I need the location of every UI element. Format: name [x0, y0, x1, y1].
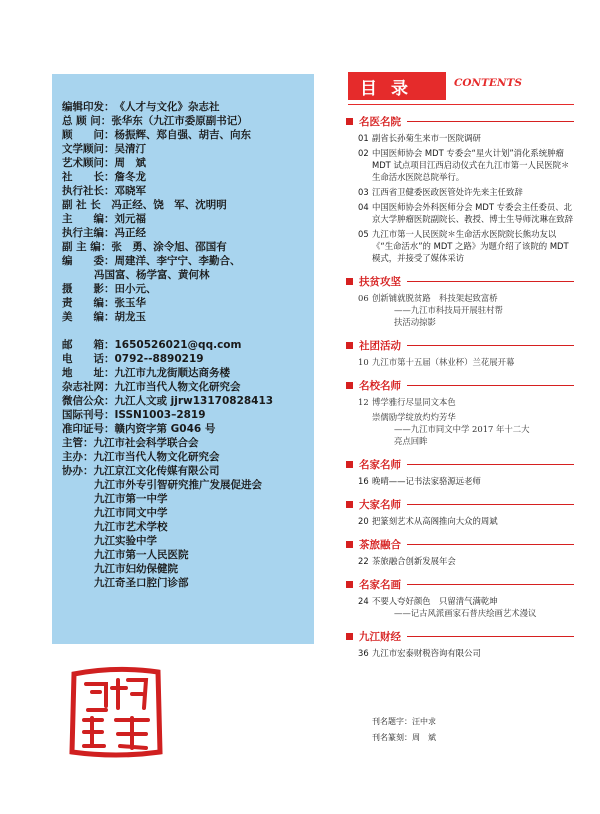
section-rule: [407, 504, 574, 505]
toc-section: [346, 577, 574, 619]
masthead: [62, 100, 312, 590]
toc-section: [346, 497, 574, 527]
masthead-value: 九江市当代人物文化研究会: [93, 451, 220, 463]
toc-section: [346, 274, 574, 328]
masthead-value: 九江市外专引智研究推广发展促进会: [94, 479, 262, 491]
masthead-value: 九江市社会科学联合会: [93, 437, 199, 449]
section-heading-text: 茶旅融合: [359, 539, 401, 551]
entry-title: 中国医师协会外科医师分会 MDT 专委会主任委员、北京大学肿瘤医院副院长、教授、博士生导师沈琳在致辞: [372, 202, 573, 224]
entry-page-number: 02: [358, 148, 369, 158]
masthead-value: 0792--8890219: [114, 353, 204, 365]
entry-subtitle: ——记古风派画家石普庆绘画艺术漫议: [394, 608, 537, 618]
toc-entry[interactable]: [346, 356, 574, 368]
masthead-value: 九江市艺术学校: [94, 521, 168, 533]
entry-title: 九江市第十五届（林业杯）兰花展开幕: [372, 357, 515, 367]
masthead-value: 张玉华: [114, 297, 146, 309]
square-bullet-icon: [346, 118, 353, 125]
toc-section: [346, 378, 574, 447]
toc-sections: [346, 114, 574, 659]
entry-title: 茶旅融合创新发展年会: [372, 556, 456, 566]
masthead-value: 吴清汀: [114, 143, 146, 155]
staff-row: [62, 296, 312, 310]
entry-title: 副省长孙菊生来市一医院调研: [372, 133, 481, 143]
section-heading: [346, 577, 574, 592]
toc-section: [346, 537, 574, 567]
masthead-value: 1650526021@qq.com: [114, 339, 242, 351]
entry-title: 晚晴——记书法家骆源远老师: [372, 476, 481, 486]
square-bullet-icon: [346, 541, 353, 548]
square-bullet-icon: [346, 461, 353, 468]
staff-row: [62, 170, 312, 184]
section-rule: [407, 281, 574, 282]
masthead-value: 九江市妇幼保健院: [94, 563, 178, 575]
masthead-label: 微信公众：: [62, 395, 115, 407]
entry-page-number: 03: [358, 187, 369, 197]
masthead-value: 张 勇、涂令旭、邵国有: [111, 241, 227, 253]
section-rule: [407, 544, 574, 545]
entry-title: 九江市宏泰财税咨询有限公司: [372, 648, 481, 658]
entry-page-number: 04: [358, 202, 369, 212]
entry-subtitle: 亮点回眸: [394, 436, 428, 446]
masthead-value: 冯正经: [114, 227, 146, 239]
toc-entry[interactable]: [346, 292, 574, 304]
masthead-label: 副 主 编：: [62, 241, 112, 253]
staff-row: [62, 268, 312, 282]
entry-title: 中国医师协会 MDT 专委会“星火计划”消化系统肿瘤 MDT 试点项目江西启动仪式在九江市第一人民医院＊生命活水医院总院举行。: [372, 148, 570, 182]
entry-page-number: 01: [358, 133, 369, 143]
masthead-value: 张华东（九江市委原副书记）: [111, 115, 248, 127]
sponsor-row: [62, 436, 312, 450]
masthead-value: 刘元福: [114, 213, 146, 225]
contact-row: [62, 366, 312, 380]
section-heading-text: 名家名师: [359, 459, 401, 471]
masthead-value: 九江京江文化传媒有限公司: [93, 465, 220, 477]
masthead-value: 周建洋、李宁宁、李勤合、: [114, 255, 241, 267]
toc-section: [346, 457, 574, 487]
credit-calligraphy: 刊名题字：汪中求: [372, 717, 436, 726]
contact-row: [62, 394, 312, 408]
masthead-label: 协办：: [62, 465, 94, 477]
toc-entry[interactable]: [346, 475, 574, 487]
section-heading: [346, 114, 574, 129]
entry-page-number: 22: [358, 556, 369, 566]
masthead-label: 邮 箱：: [62, 339, 115, 351]
toc-entry[interactable]: [346, 147, 574, 183]
section-rule: [407, 636, 574, 637]
co-organizer-row: [62, 520, 312, 534]
staff-row: [62, 184, 312, 198]
credit-seal: 刊名篆刻：周 斌: [372, 733, 436, 742]
staff-row: [62, 100, 312, 114]
toc-entry[interactable]: [346, 132, 574, 144]
masthead-value: 冯国富、杨学富、黄何林: [94, 269, 210, 281]
section-heading-text: 名家名画: [359, 579, 401, 591]
masthead-value: 九江奇圣口腔门诊部: [94, 577, 189, 589]
toc-title-en: CONTENTS: [454, 77, 522, 89]
contact-row: [62, 352, 312, 366]
staff-row: [62, 240, 312, 254]
masthead-label: 编辑印发：: [62, 101, 115, 113]
section-rule: [407, 345, 574, 346]
entry-page-number: [358, 411, 372, 423]
section-rule: [407, 121, 574, 122]
masthead-label: 主办：: [62, 451, 94, 463]
masthead-label: 文学顾问：: [62, 143, 115, 155]
masthead-value: 胡龙玉: [114, 311, 146, 323]
masthead-label: 杂志社网：: [62, 381, 115, 393]
section-heading: [346, 457, 574, 472]
entry-subtitle: ——九江市科技局开展驻村帮: [394, 305, 503, 315]
square-bullet-icon: [346, 633, 353, 640]
masthead-value: 九江人文或 jjrw13170828413: [114, 395, 274, 407]
masthead-label: 摄 影：: [62, 283, 115, 295]
masthead-label: 执行主编：: [62, 227, 115, 239]
entry-page-number: 36: [358, 648, 369, 658]
masthead-label: 总 顾 问：: [62, 115, 112, 127]
section-heading-text: 九江财经: [359, 631, 401, 643]
masthead-value: 九江市当代人物文化研究会: [114, 381, 241, 393]
masthead-value: 田小元、: [114, 283, 157, 295]
sponsor-row: [62, 450, 312, 464]
masthead-value: 九江市第一人民医院: [94, 549, 189, 561]
entry-title: 把篆刻艺术从高阁推向大众的周斌: [372, 516, 498, 526]
entry-page-number: 16: [358, 476, 369, 486]
toc-entry[interactable]: [346, 396, 574, 408]
masthead-value: 九江市第一中学: [94, 493, 168, 505]
entry-subtitle: 扶活动掠影: [394, 317, 436, 327]
toc-entry[interactable]: [346, 411, 574, 423]
toc-section: [346, 114, 574, 264]
square-bullet-icon: [346, 382, 353, 389]
co-organizer-row: [62, 506, 312, 520]
masthead-label: 社 长：: [62, 171, 115, 183]
staff-row: [62, 282, 312, 296]
section-rule: [407, 385, 574, 386]
entry-title: 不要人夸好颜色 只留清气满乾坤: [372, 596, 498, 606]
section-heading: [346, 497, 574, 512]
entry-page-number: 24: [358, 596, 369, 606]
section-heading-text: 社团活动: [359, 340, 401, 352]
masthead-value: 詹冬龙: [114, 171, 146, 183]
toc-title: 目录: [360, 79, 422, 99]
masthead-value: 冯正经、饶 军、沈明明: [111, 199, 227, 211]
entry-page-number: 10: [358, 357, 369, 367]
entry-title: 博学雅行尽显同文本色: [372, 397, 456, 407]
entry-page-number: 12: [358, 397, 369, 407]
toc-section: [346, 629, 574, 659]
toc-entry[interactable]: [346, 515, 574, 527]
masthead-value: 九江实验中学: [94, 535, 157, 547]
entry-subtitle: ——九江市同文中学 2017 年十二大: [394, 424, 530, 434]
entry-page-number: 20: [358, 516, 369, 526]
seal-stamp: [66, 662, 166, 762]
toc-header: [346, 66, 574, 104]
credits: [372, 714, 436, 746]
co-organizer-row: [62, 534, 312, 548]
masthead-value: 周 斌: [114, 157, 146, 169]
toc-entry[interactable]: [346, 186, 574, 198]
sponsor-row: [62, 464, 312, 478]
section-rule: [407, 584, 574, 585]
masthead-label: 责 编：: [62, 297, 115, 309]
contact-row: [62, 380, 312, 394]
staff-row: [62, 254, 312, 268]
toc-entry[interactable]: [346, 595, 574, 607]
masthead-value: 杨振辉、郑自强、胡吉、向东: [114, 129, 251, 141]
section-heading: [346, 338, 574, 353]
toc-entry[interactable]: [346, 647, 574, 659]
entry-title: 崇儒励学绽放灼灼芳华: [372, 412, 456, 422]
staff-row: [62, 114, 312, 128]
entry-title: 九江市第一人民医院＊生命活水医院院长熊功友以《“生命活水”的 MDT 之路》为题介绍了该院的 MDT 模式，并接受了媒体采访: [372, 229, 569, 263]
spacer: [62, 324, 312, 338]
square-bullet-icon: [346, 501, 353, 508]
masthead-label: 电 话：: [62, 353, 115, 365]
entry-page-number: 06: [358, 293, 369, 303]
section-heading-text: 扶贫攻坚: [359, 276, 401, 288]
section-rule: [407, 464, 574, 465]
masthead-label: 编 委：: [62, 255, 115, 267]
entry-page-number: 05: [358, 229, 369, 239]
masthead-label: 主管：: [62, 437, 94, 449]
masthead-label: 美 编：: [62, 311, 115, 323]
contact-row: [62, 422, 312, 436]
masthead-value: 九江市同文中学: [94, 507, 168, 519]
masthead-value: 《人才与文化》杂志社: [114, 101, 220, 113]
masthead-label: 执行社长：: [62, 185, 115, 197]
staff-row: [62, 310, 312, 324]
masthead-value: 赣内资字第 G046 号: [114, 423, 216, 435]
staff-row: [62, 212, 312, 226]
co-organizer-row: [62, 478, 312, 492]
toc-entry[interactable]: [346, 228, 574, 264]
co-organizer-row: [62, 492, 312, 506]
toc-section: [346, 338, 574, 368]
masthead-value: 邓晓军: [114, 185, 146, 197]
staff-row: [62, 128, 312, 142]
entry-title: 创新铺就脱贫路 科技架起致富桥: [372, 293, 498, 303]
co-organizer-row: [62, 576, 312, 590]
table-of-contents: [346, 66, 574, 659]
square-bullet-icon: [346, 581, 353, 588]
square-bullet-icon: [346, 342, 353, 349]
co-organizer-row: [62, 562, 312, 576]
masthead-label: 副 社 长: [62, 199, 112, 211]
masthead-label: 主 编：: [62, 213, 115, 225]
section-heading: [346, 378, 574, 393]
masthead-label: 地 址：: [62, 367, 115, 379]
square-bullet-icon: [346, 278, 353, 285]
masthead-label: 准印证号：: [62, 423, 115, 435]
toc-entry[interactable]: [346, 555, 574, 567]
section-heading-text: 大家名师: [359, 499, 401, 511]
staff-row: [62, 156, 312, 170]
masthead-value: 九江市九龙街顺达商务楼: [114, 367, 230, 379]
contact-row: [62, 338, 312, 352]
section-heading-text: 名医名院: [359, 116, 401, 128]
section-heading-text: 名校名师: [359, 380, 401, 392]
toc-entry[interactable]: [346, 201, 574, 225]
masthead-label: 顾 问：: [62, 129, 115, 141]
masthead-label: 艺术顾问：: [62, 157, 115, 169]
section-heading: [346, 537, 574, 552]
staff-row: [62, 142, 312, 156]
contact-row: [62, 408, 312, 422]
section-heading: [346, 629, 574, 644]
staff-row: [62, 198, 312, 212]
masthead-value: ISSN1003–2819: [114, 409, 206, 421]
toc-rule: [348, 104, 574, 105]
entry-title: 江西省卫健委医政医管处许先来主任致辞: [372, 187, 523, 197]
masthead-label: 国际刊号：: [62, 409, 115, 421]
section-heading: [346, 274, 574, 289]
co-organizer-row: [62, 548, 312, 562]
staff-row: [62, 226, 312, 240]
